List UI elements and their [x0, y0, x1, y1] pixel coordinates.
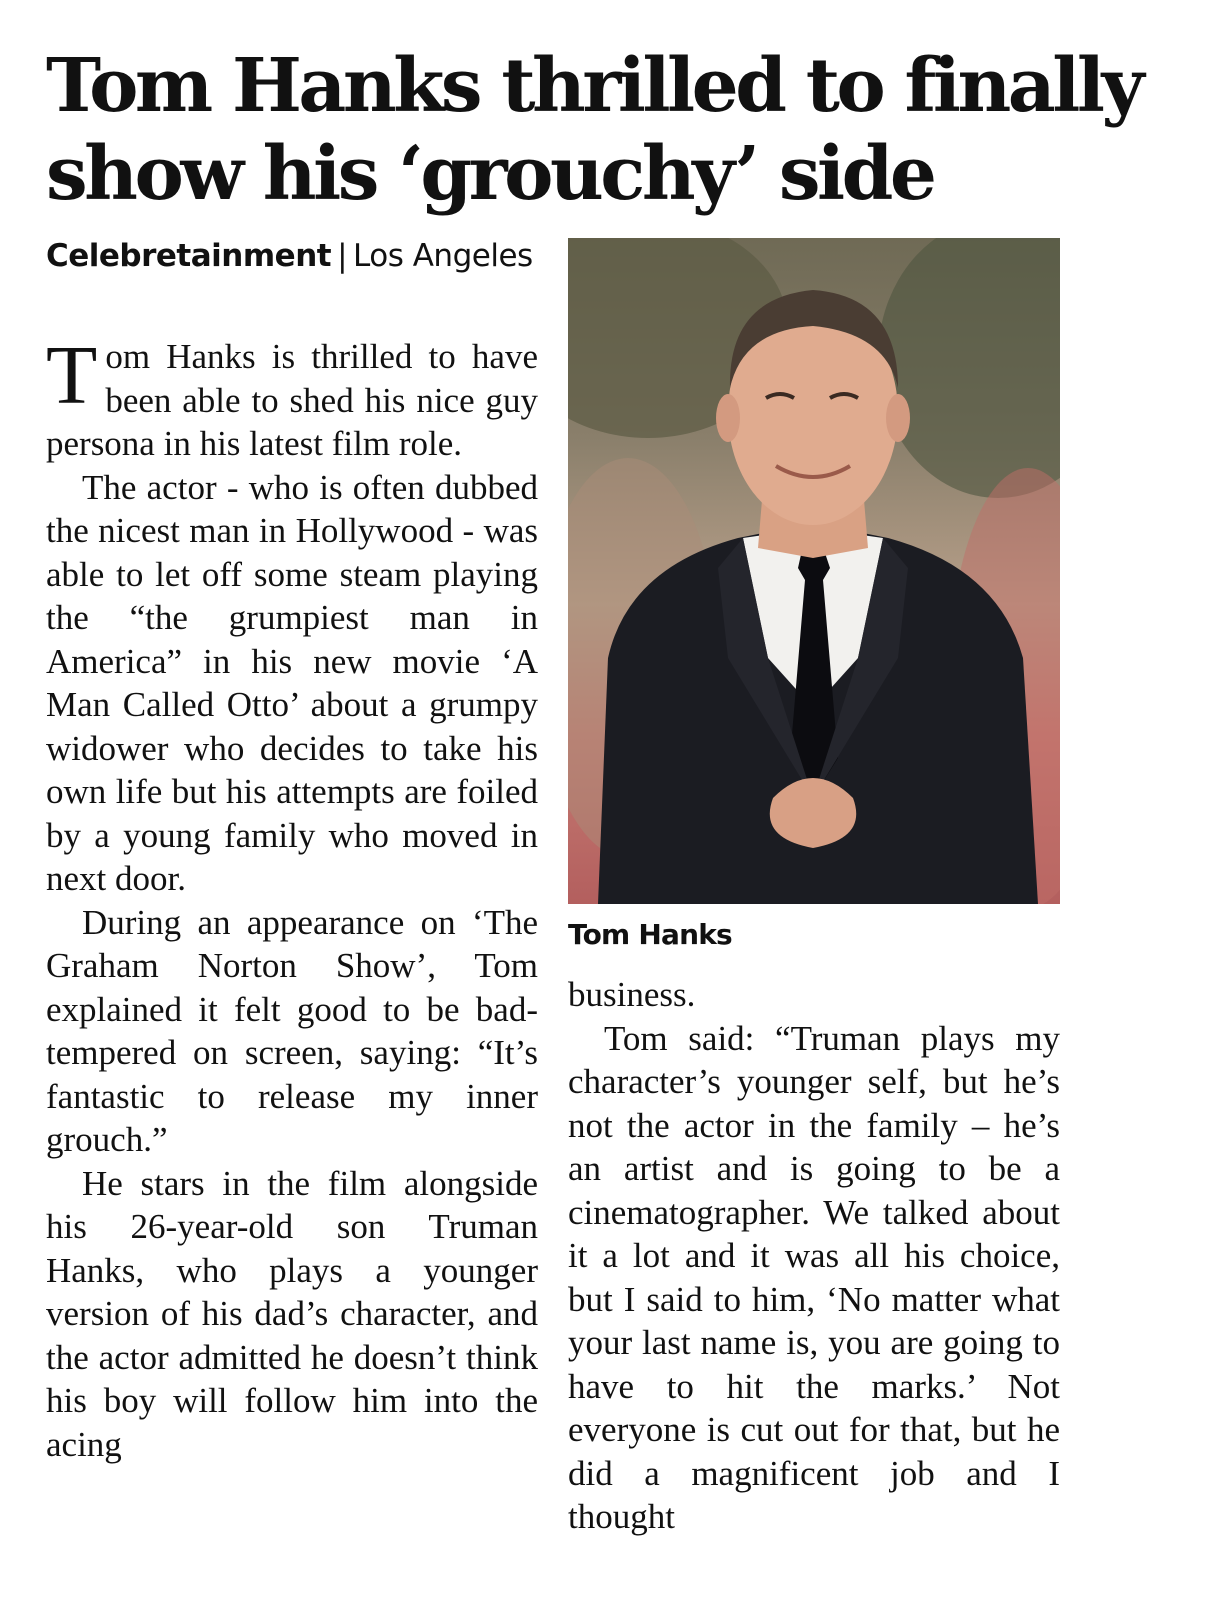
paragraph-5: Tom said: “Truman plays my character’s younger self, but he’s not the actor in the family – he’s an artist and is going to be a cinematographer. We talked about it a lot and it was all his choice, but I said to him, ‘No matter what your last name is, you are going to have to hit the marks.’ Not everyone is cut out for that, but he did a magnificent job and I thought — [568, 1018, 1060, 1536]
paragraph-4: He stars in the film alongside his 26-year-old son Truman Hanks, who plays a younger version of his dad’s character, and the actor admitted he doesn’t think his boy will follow him into the acing — [46, 1163, 538, 1464]
byline-separator: | — [337, 238, 348, 274]
headline-line-2: show his ‘grouchy’ side — [46, 131, 934, 217]
paragraph-2: The actor - who is often dubbed the nicest man in Hollywood - was able to let off some steam playing the “the grumpiest man in America” in his new movie ‘A Man Called Otto’ about a grumpy widower who decides to take his own life but his attempts are foiled by a young family who moved in next door. — [46, 467, 538, 898]
paragraph-1-text: om Hanks is thrilled to have been able to shed his nice guy persona in his latest film role. — [46, 337, 538, 463]
photo-caption: Tom Hanks — [568, 918, 732, 951]
portrait-illustration — [568, 238, 1060, 904]
headline-line-1: Tom Hanks thrilled to finally — [46, 43, 1141, 129]
article-column-left — [46, 329, 538, 1466]
paragraph-4-continued: business. — [568, 975, 696, 1014]
drop-cap: T — [46, 329, 98, 422]
paragraph-3: During an appearance on ‘The Graham Norton Show’, Tom explained it felt good to be bad-tempered on screen, saying: “It’s fantastic to release my inner grouch.” — [46, 902, 538, 1159]
byline-source: Celebretainment — [46, 238, 332, 274]
byline-location: Los Angeles — [353, 238, 533, 274]
article-photo — [568, 238, 1060, 904]
byline — [46, 236, 533, 276]
article-column-right — [568, 973, 1060, 1539]
headline — [46, 42, 1166, 218]
paragraph-1 — [46, 329, 538, 466]
